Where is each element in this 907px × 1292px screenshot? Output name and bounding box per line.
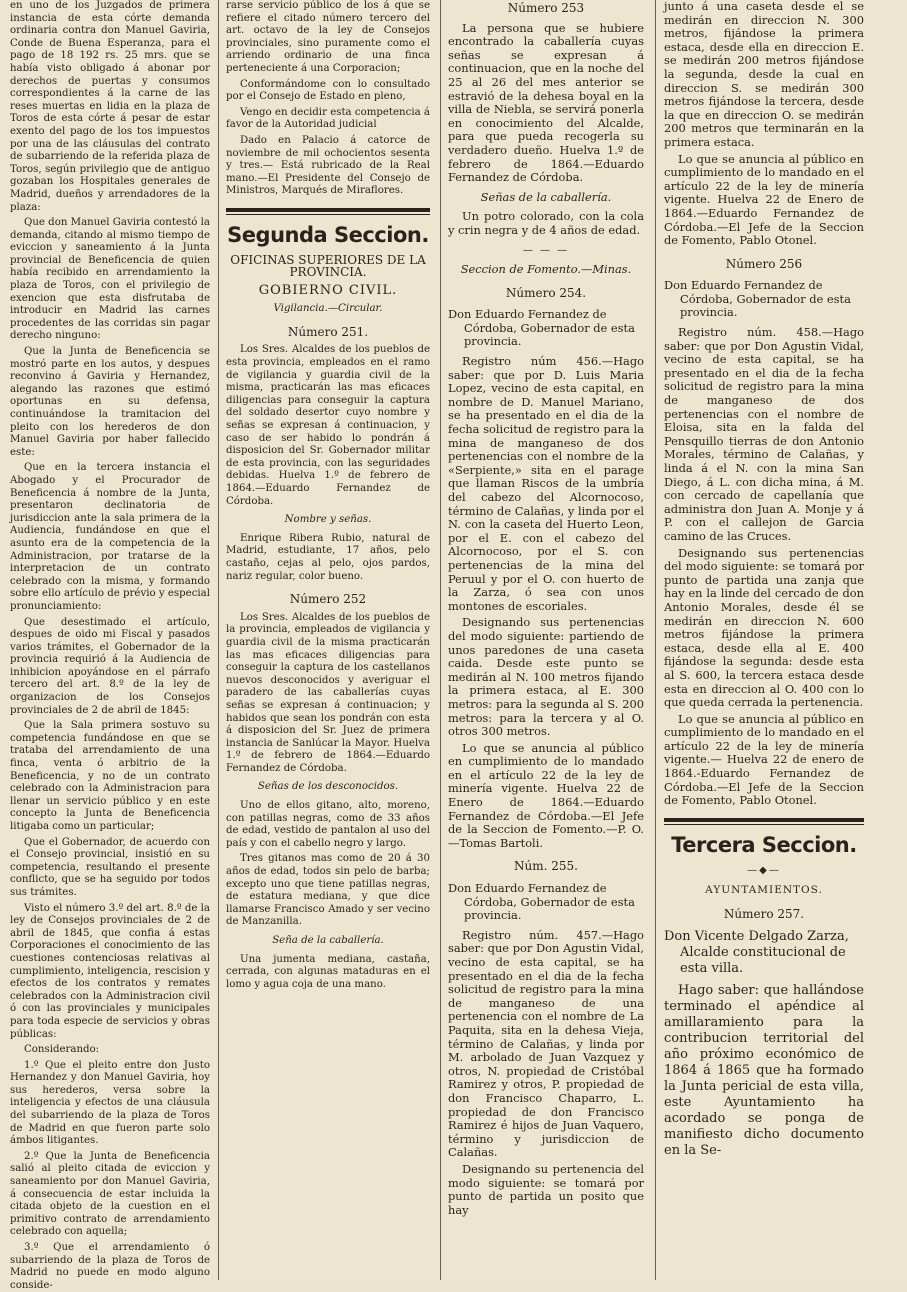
column-rule [218,0,219,1280]
gov-header: GOBIERNO CIVIL. [258,282,398,298]
paragraph: Don Eduardo Fernandez de Córdoba, Gobernador de esta provincia. [664,278,851,320]
paragraph: Un potro colorado, con la cola y crin negra y de 4 años de edad. [448,209,644,237]
ornament-divider: —◆— [747,865,781,877]
paragraph: Dado en Palacio á catorce de noviembre de mil ochocientos sesenta y tres.— Está rubricado de la Real mano.—El Presidente del Consejo de Ministros, Marqués de Miraflores. [226,134,430,197]
paragraph: Considerando: [24,1044,100,1056]
paragraph: Vengo en decidir esta competencia á favor de la Autoridad judicial [226,106,430,131]
vigilancia-header: Vigilancia.—Circular. [273,303,383,315]
subheader: Seña de la caballería. [272,935,384,946]
paragraph: Los Sres. Alcaldes de los pueblos de esta provincia, empleados en el ramo de vigilancia y guardia civil de la misma, practicarán las mas eficaces diligencias para conseguir la captura del soldado desertor cuyo nombre y señas se expresan á continuacion, y caso de ser habido lo pondrán á disposicion del Sr. Gobernador militar de esta provincia, con las seguridades debidas. Huelva 1.º de febrero de 1864.—Eduardo Fernandez de Córdoba. [226,344,430,507]
paragraph: junto á una caseta desde el se medirán en direccion N. 300 metros, fijándose la primera estaca, desde ella en direccion E. se medirán 200 metros fijándose la segunda, desde la cual en direccion S. se medirán 300 metros fijándose la tercera, desde la que en direccion O. se medirán 200 metros que terminarán en la primera estaca. [664,0,864,149]
paragraph: Lo que se anuncia al público en cumplimiento de lo mandado en el artículo 22 de la ley de minería vigente.— Huelva 22 de enero de 1864.-Eduardo Fernandez de Córdoba.—El Jefe de la Seccion de Fomento, Pablo Otonel. [664,711,864,808]
paragraph: La persona que se hubiere encontrado la caballería cuyas señas se expresan á continuacion, que en la noche del 25 al 26 del mes anterior se estravió de la dehesa boyal en la villa de Niebla, se servirá ponerla en conocimiento del Alcalde, para que pueda recogerla su verdadero dueño. Huelva 1.º de febrero de 1864.—Eduardo Fernandez de Córdoba. [448,20,644,185]
paragraph: Visto el número 3.º del art. 8.º de la ley de Consejos provinciales de 2 de abril de 1845, que confia á estas Corporaciones el conocimiento de las cuestiones contenciosas relativas al cumplimiento, inteligencia, rescision y efectos de los contratos y remates celebrados con la Administracion civil ó con las provinciales y municipales para toda especie de servicios y obras públicas: [10,902,210,1040]
subheader: Señas de la caballería. [480,189,612,204]
paragraph: Tres gitanos mas como de 20 á 30 años de edad, todos sin pelo de barba; excepto uno que tiene patillas negras, de estatura mediana, y que dice llamarse Francisco Amado y ser vecino de Manzanilla. [226,853,430,928]
subheader: Nombre y señas. [284,514,372,526]
section-rule [226,208,430,212]
column-rule [440,0,441,1280]
paragraph: Hago saber: que hallándose terminado el apéndice al amillaramiento para la contribucion territorial del año próximo económico de 1864 á 1865 que ha formado la Junta pericial de esta villa, este Ayuntamiento ha acordado se ponga de manifiesto dicho documento en la Se- [664,983,864,1159]
paragraph: Lo que se anuncia al público en cumplimiento de lo mandado en el artículo 22 de la ley de minería vigente. Huelva 22 de Enero de 1864.—Eduardo Fernandez de Córdoba.—El Jefe de la Seccion de Fomento.—P. O.—Tomas Bartoli. [448,740,644,850]
notice-number: Número 253 [507,1,585,15]
notice-number: Número 257. [723,906,805,921]
notice-number: Número 256 [725,256,803,271]
column-rule [655,0,656,1280]
paragraph: Don Eduardo Fernandez de Córdoba, Gobernador de esta provincia. [448,881,635,923]
notice-number: Núm. 255. [514,859,578,874]
paragraph: rarse servicio público de los á que se refiere el citado número tercero del art. octavo de la ley de Consejos provinciales, sino puramente como el arriendo ordinario de una finca perteneciente á una Corporacion; [226,0,430,74]
section-title: Tercera Seccion. [671,832,857,857]
paragraph: Que la Sala primera sostuvo su competencia fundándose en que se trataba del arrendamiento de una finca, venta ó arbitrio de la Beneficencia, y no de un contrato celebrado con la Administracion para llenar un servicio público y en este concepto la Junta de Beneficencia litigaba como un particular; [10,720,210,832]
paragraph: Que desestimado el artículo, despues de oido mi Fiscal y pasados varios trámites, el Gobernador de la provincia requirió á la Audiencia de inhibicion apoyándose en el párrafo tercero del art. 8.º de la ley de organizacion de los Consejos provinciales de 2 de abril de 1845: [10,616,210,716]
paragraph: Registro núm 456.—Hago saber: que por D. Luis Maria Lopez, vecino de esta capital, en nombre de D. Manuel Mariano, se ha presentado en el dia de la fecha solicitud de registro para la mina de manganeso de dos pertenencias con el nombre de la «Serpiente,» sita en el parage que llaman Riscos de la umbría del cabezo del Alcornocoso, término de Calañas, y linda por el N. con la caseta del Huerto Leon, por el E. con el cabezo del Alcornocoso, por el S. con pertenencias de la mina del Peruul y por el O. con huerto de la Zarza, ó sea con unos montones de escoriales. [448,354,644,613]
paragraph: Uno de ellos gitano, alto, moreno, con patillas negras, como de 33 años de edad, vestido de pantalon al uso del país y con el cabello negro y largo. [226,800,430,849]
section-title: Segunda Seccion. [227,222,429,247]
paragraph: Don Eduardo Fernandez de Córdoba, Gobernador de esta provincia. [448,307,635,349]
paragraph: Que don Manuel Gaviria contestó la demanda, citando al mismo tiempo de eviccion y saneamiento á la Junta provincial de Beneficencia de quien había recibido en arrendamiento la plaza de Toros, con el privilegio de exencion que esta disfrutaba de introducir en Madrid las carnes procedentes de las corridas sin pagar derecho ninguno: [10,217,211,342]
office-header: OFICINAS SUPERIORES DE LA PROVINCIA. [230,252,426,280]
paragraph: Designando sus pertenencias del modo siguiente: se tomará por punto de partida una zanja que hay en la linde del cercado de don Antonio Morales, desde él se medirán en direccion N. 600 metros fijándose la primera estaca, desde ella al E. 400 fijándose la segunda: desde esta al S. 600, la tercera estaca desde esta en direccion al O. 400 con lo que queda cerrada la pertenencia. [664,545,864,710]
paragraph: 3.º Que el arrendamiento ó subarriendo de la plaza de Toros de Madrid no puede en modo alguno conside- [10,1242,210,1291]
paragraph: Designando su pertenencia del modo siguiente: se tomará por punto de partida un posito que hay [448,1161,644,1217]
paragraph: Registro núm. 457.—Hago saber: que por Don Agustin Vidal, vecino de esta capital, se ha presentado en el dia de la fecha solicitud de registro para la mina de manganeso de una pertenencia con el nombre de La Paquita, sita en la dehesa Vieja, término de Calañas, y linda por M. arbolado de Juan Vazquez y otros, N. propiedad de Cristóbal Ramirez y otros, P. propiedad de don Francisco Chaparro, L. propiedad de don Francisco Ramirez é hijos de Juan Vaquero, término y jurisdiccion de Calañas. [448,927,644,1160]
paragraph: Una jumenta mediana, castaña, cerrada, con algunas mataduras en el lomo y agua coja de una mano. [226,953,430,990]
paragraph: 1.º Que el pleito entre don Justo Hernandez y don Manuel Gaviria, hoy sus herederos, versa sobre la inteligencia y efectos de una cláusula del subarriendo de la plaza de Toros de Madrid en que fueron parte solo ámbos litigantes. [10,1059,210,1147]
ayuntamientos-header: AYUNTAMIENTOS. [705,884,823,897]
paragraph: en uno de los Juzgados de primera instancia de esta córte demanda ordinaria contra don Manuel Gaviria, Conde de Buena Esperanza, para el pago de 18 192 rs. 25 mrs. que se había visto obligado á abonar por derechos de puertas y consumos correspondientes á la carne de las reses muertas en lidia en la plaza de Toros de esta córte á pesar de estar exento del pago de los tos impuestos por una de las cláusulas del contrato de subarriendo de la referida plaza de Toros, según privilegio que de antiguo gozaban los Hospitales generales de Madrid, dueños y arrendadores de la plaza: [10,0,210,213]
column-4 [664,0,864,1280]
paragraph: Que en la tercera instancia el Abogado y el Procurador de Beneficencia á nombre de la Junta, presentaron declinatoria de jurisdiccion ante la sala primera de la Audiencia, fundándose en que el asunto era de la competencia de la Administracion, por tratarse de la interpretacion de un contrato celebrado con la misma, y formando sobre ello artículo de prévio y especial pronunciamiento: [10,462,210,612]
ornament-divider: — — — [522,244,570,256]
subheader: Señas de los desconocidos. [257,781,399,793]
paragraph: Los Sres. Alcaldes de los pueblos de la provincia, empleados de vigilancia y guardia civil de la misma practicarán las mas eficaces diligencias para conseguir la captura de los castellanos nuevos desconocidos y averiguar el paradero de las caballerías cuyas señas se expresan á continuacion; y habidos que sean los pondrán con esta á disposicion del Sr. Juez de primera instancia de Sanlúcar la Mayor. Huelva 1.º de febrero de 1864.—Eduardo Fernandez de Córdoba. [226,611,430,774]
section-rule [226,214,430,215]
notice-number: Número 252 [289,592,367,607]
paragraph: Que la Junta de Beneficencia se mostró parte en los autos, y despues reconvino á Gaviria y Hernandez, alegando las razones que estimó oportunas en su defensa, continuándose la tramitacion del pleito con los herederos de don Manuel Gaviria por haber fallecido este: [10,346,210,458]
paragraph: Designando sus pertenencias del modo siguiente: partiendo de unos paredones de una caseta caida. Desde este punto se medirán al N. 100 metros fijando la primera estaca, al E. 300 metros: para la segunda al S. 200 metros: para la tercera y al O. otros 300 metros. [448,615,644,739]
paragraph: 2.º Que la Junta de Beneficencia salió al pleito citada de eviccion y saneamiento por don Manuel Gaviria, á consecuencia de estar incluida la citada objeto de la cuestion en el primitivo contrato de arrendamiento celebrado con aquella; [10,1150,210,1238]
paragraph: Registro núm. 458.—Hago saber: que por Don Agustin Vidal, vecino de esta capital, se ha presentado en el dia de la fecha solicitud de registro para la mina de manganeso de dos pertenencias con el nombre de Eloisa, sita en la falda del Pensquillo tierras de don Antonio Morales, término de Calañas, y linda á el N. con la mina San Diego, á L. con dicha mina, á M. con cercado de capellanía que administra don Juan A. Monje y á P. con el callejon de Garcia camino de las Cruces. [664,325,864,543]
paragraph: Lo que se anuncia al público en cumplimiento de lo mandado en el artículo 22 de la ley de minería vigente. Huelva 22 de Enero de 1864.—Eduardo Fernandez de Córdoba.—El Jefe de la Seccion de Fomento, Pablo Otonel. [664,151,864,248]
section-rule [664,818,864,822]
column-2 [226,0,430,1280]
paragraph: Que el Gobernador, de acuerdo con el Consejo provincial, insistió en su competencia, resultando el presente conflicto, que se ha seguido por todos sus trámites. [10,836,210,898]
paragraph: Don Vicente Delgado Zarza, Alcalde constitucional de esta villa. [664,929,849,977]
subheader: Seccion de Fomento.—Minas. [460,262,632,277]
notice-number: Número 251. [287,324,369,339]
column-1 [10,0,211,1291]
paragraph: Enrique Ribera Rubio, natural de Madrid, estudiante, 17 años, pelo castaño, cejas al pelo, ojos pardos, nariz regular, color bueno. [226,532,430,582]
notice-number: Número 254. [505,285,587,300]
column-3 [448,0,644,1280]
paragraph: Conformándome con lo consultado por el Consejo de Estado en pleno, [226,78,430,103]
section-rule [664,824,864,825]
